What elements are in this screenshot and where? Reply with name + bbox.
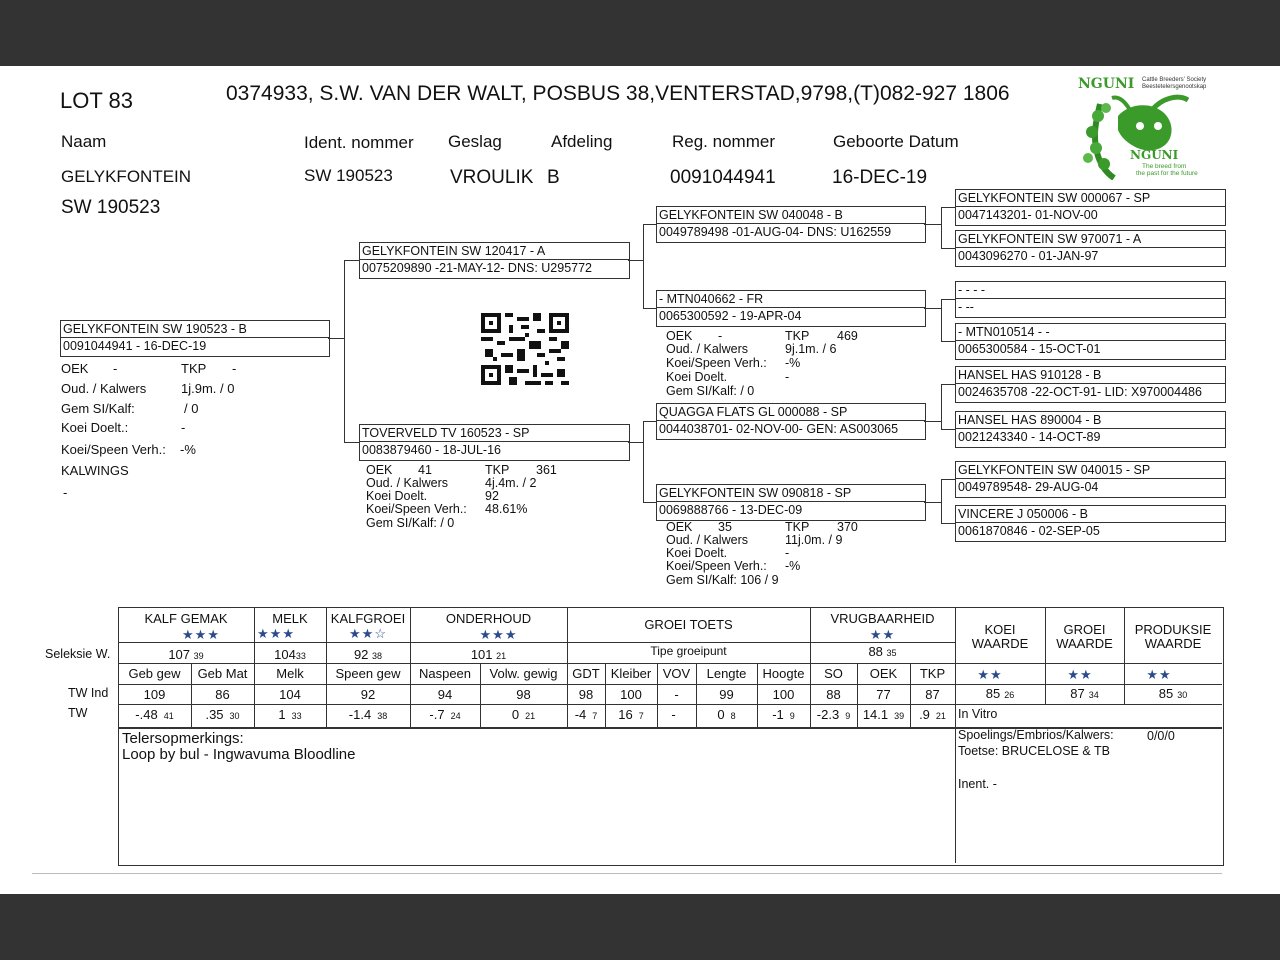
gp-sd-oud-label: Oud. / Kalwers	[666, 342, 748, 356]
ggp-2-line1: GELYKFONTEIN SW 970071 - A	[958, 232, 1142, 246]
animal-sw: SW 190523	[61, 197, 161, 218]
label-geboorte: Geboorte Datum	[833, 132, 959, 151]
gp-sd-koei-label: Koei Doelt.	[666, 370, 728, 384]
gp-dd-koei: -	[785, 546, 790, 560]
tw-cell-0	[118, 707, 191, 722]
dam-speen-label: Koei/Speen Verh.:	[366, 502, 467, 516]
tw-sub-12: 39	[894, 711, 905, 721]
gp-dd-line1: GELYKFONTEIN SW 090818 - SP	[659, 486, 852, 500]
subject-koei-label: Koei Doelt.:	[61, 420, 129, 435]
melk-val: 104	[274, 647, 296, 662]
onderhoud-value	[410, 647, 567, 662]
in-vitro: In Vitro	[958, 707, 998, 721]
gp-sd-tkp-label: TKP	[785, 329, 810, 343]
tw-sub-5: 21	[525, 711, 536, 721]
kalfgroei-stars-icon: ★★☆	[349, 626, 387, 641]
qr-code	[481, 313, 569, 385]
ggp-5-line1: HANSEL HAS 910128 - B	[958, 368, 1102, 382]
tw-sub-9: 8	[730, 711, 736, 721]
tw-sub-6: 7	[592, 711, 598, 721]
onderhoud-val: 101	[470, 647, 493, 662]
twind-value-2: 104	[279, 687, 301, 702]
logo-society2: Beestetelersgenootskap	[1142, 84, 1207, 90]
logo-tagline2: the past for the future	[1136, 170, 1198, 177]
waarde-value-0: 85	[985, 686, 1001, 701]
tw-value-1: .35	[205, 707, 224, 722]
tw-cell-10	[757, 707, 810, 722]
subject-line2: 0091044941 - 16-DEC-19	[63, 339, 207, 353]
hdr-groei-toets: GROEI TOETS	[644, 617, 733, 632]
tw-value-8: -	[671, 707, 676, 722]
ggp-7-line2: 0049789548- 29-AUG-04	[958, 480, 1099, 494]
tw-value-4: -.7	[429, 707, 445, 722]
nguni-logo	[1078, 76, 1212, 180]
tw-sub-4: 24	[450, 711, 461, 721]
subject-oek: -	[113, 361, 118, 376]
gp-sd-oek: -	[718, 329, 723, 343]
row-label-seleksie: Seleksie W.	[45, 647, 111, 661]
gp-dd-oud-label: Oud. / Kalwers	[666, 533, 748, 547]
gp-dd-oek-label: OEK	[666, 520, 693, 534]
ggp-box-6	[955, 411, 1226, 448]
gp-ss-line1: GELYKFONTEIN SW 040048 - B	[659, 208, 843, 222]
col-header-1: Geb Mat	[197, 666, 248, 681]
kalfgroei-val: 92	[353, 647, 369, 662]
logo-sub: NGUNI	[1130, 148, 1179, 162]
subject-gem-label: Gem SI/Kalf:	[61, 401, 135, 416]
footer-rule	[32, 873, 1222, 874]
animal-afdeling: B	[547, 167, 560, 188]
gp-dd-oud: 11j.0m. / 9	[785, 533, 843, 547]
remarks-label: Telersopmerkings:	[122, 730, 244, 747]
tw-cell-2	[254, 707, 326, 722]
owner-details: 0374933, S.W. VAN DER WALT, POSBUS 38,VENTERSTAD,9798,(T)082-927 1806	[226, 82, 1010, 105]
hdr-onderhoud: ONDERHOUD	[445, 611, 532, 626]
subject-tkp-label: TKP	[181, 361, 207, 376]
animal-ident: SW 190523	[304, 166, 393, 185]
label-ident: Ident. nommer	[304, 133, 414, 152]
twind-value-3: 92	[360, 687, 376, 702]
dam-box	[359, 424, 630, 461]
sire-line1: GELYKFONTEIN SW 120417 - A	[362, 244, 546, 258]
waarde-value-1: 87	[1070, 686, 1085, 701]
dam-line2: 0083879460 - 18-JUL-16	[362, 443, 501, 457]
ggp-8-line2: 0061870846 - 02-SEP-05	[958, 524, 1100, 538]
groei-waarde-stars-icon: ★★	[1067, 667, 1093, 682]
tw-sub-10: 9	[789, 711, 795, 721]
col-header-0: Geb gew	[128, 666, 181, 681]
subject-gem: / 0	[184, 401, 199, 416]
ggp-1-line1: GELYKFONTEIN SW 000067 - SP	[958, 191, 1151, 205]
ggp-box-3	[955, 281, 1226, 318]
tw-value-12: 14.1	[862, 707, 889, 722]
ggp-box-1	[955, 189, 1226, 226]
tw-cell-13	[910, 707, 955, 722]
col-header-3: Speen gew	[335, 666, 401, 681]
animal-naam: GELYKFONTEIN	[61, 167, 192, 186]
subject-oud: 1j.9m. / 0	[181, 381, 235, 396]
gp-dd-oek: 35	[718, 520, 732, 534]
subject-tkp: -	[232, 361, 237, 376]
tw-cell-5	[480, 707, 567, 722]
kalf-gemak-stars-icon: ★★★	[182, 627, 220, 642]
hdr-produksie-waarde: PRODUKSIE WAARDE	[1134, 622, 1212, 651]
tw-value-0: -.48	[135, 707, 158, 722]
gp-sd-speen-label: Koei/Speen Verh.:	[666, 356, 767, 370]
tw-cell-4	[410, 707, 480, 722]
waarde-sub-1: 34	[1088, 690, 1099, 700]
twind-value-12: 77	[876, 687, 891, 702]
vrug-sub: 35	[886, 648, 897, 658]
gp-sd-oud: 9j.1m. / 6	[785, 342, 837, 356]
subject-oud-label: Oud. / Kalwers	[61, 381, 147, 396]
logo-society: Cattle Breeders' Society	[1142, 77, 1207, 83]
dam-speen: 48.61%	[485, 502, 528, 516]
tw-value-11: -2.3	[816, 707, 840, 722]
gp-sd-gem: Gem SI/Kalf: / 0	[666, 384, 755, 398]
gp-sd-line1: - MTN040662 - FR	[659, 292, 764, 306]
label-geslag: Geslag	[448, 132, 502, 151]
twind-value-0: 109	[143, 687, 166, 702]
subject-kalwings-label: KALWINGS	[61, 463, 129, 478]
col-header-9: Lengte	[706, 666, 747, 681]
subject-kalwings: -	[63, 485, 68, 500]
twind-value-10: 100	[772, 687, 795, 702]
col-header-12: OEK	[869, 666, 898, 681]
ggp-box-4	[955, 323, 1226, 360]
ggp-3-line2: - --	[958, 300, 974, 314]
tw-sub-7: 7	[638, 711, 644, 721]
tw-value-5: 0	[511, 707, 520, 722]
animal-geslag: VROULIK	[450, 167, 534, 188]
col-header-11: SO	[824, 666, 843, 681]
ggp-3-line1: - - - -	[958, 283, 986, 297]
gp-dd-tkp-label: TKP	[785, 520, 810, 534]
dam-tkp-label: TKP	[485, 463, 510, 477]
inent: Inent. -	[958, 777, 997, 791]
waarde-value-2: 85	[1158, 686, 1174, 701]
tw-sub-0: 41	[163, 711, 174, 721]
gp-dam-sire-box	[656, 403, 926, 440]
spoelings-value: 0/0/0	[1147, 729, 1175, 743]
col-header-5: Volw. gewig	[489, 666, 558, 681]
twind-value-11: 88	[826, 687, 841, 702]
tw-value-2: 1	[278, 707, 286, 722]
remarks-text: Loop by bul - Ingwavuma Bloodline	[122, 746, 356, 763]
dam-line1: TOVERVELD TV 160523 - SP	[362, 426, 530, 440]
gp-sd-koei: -	[785, 370, 790, 384]
vrug-val: 88	[868, 644, 883, 659]
twind-value-7: 100	[620, 687, 642, 702]
row-label-tw: TW	[68, 706, 88, 720]
ggp-7-line1: GELYKFONTEIN SW 040015 - SP	[958, 463, 1151, 477]
gp-dd-speen-label: Koei/Speen Verh.:	[666, 559, 767, 573]
twind-value-13: 87	[925, 687, 940, 702]
gp-dam-dam-box	[656, 484, 926, 521]
tw-sub-2: 33	[291, 711, 302, 721]
ggp-1-line2: 0047143201- 01-NOV-00	[958, 208, 1098, 222]
gp-dd-koei-label: Koei Doelt.	[666, 546, 728, 560]
dam-oek: 41	[418, 463, 432, 477]
col-header-10: Hoogte	[762, 666, 805, 681]
kalf-gemak-value	[118, 647, 254, 662]
gp-sd-speen: -%	[785, 356, 801, 370]
tw-cell-12	[857, 707, 910, 722]
melk-value	[254, 647, 326, 662]
gp-ss-line2: 0049789498 -01-AUG-04- DNS: U162559	[659, 225, 892, 239]
ggp-6-line1: HANSEL HAS 890004 - B	[958, 413, 1102, 427]
waarde-cell-2	[1124, 686, 1222, 701]
logo-title: NGUNI	[1078, 76, 1135, 92]
produksie-waarde-stars-icon: ★★	[1146, 667, 1172, 682]
ggp-2-line2: 0043096270 - 01-JAN-97	[958, 249, 1099, 263]
col-header-4: Naspeen	[418, 666, 472, 681]
gp-dd-gem: Gem SI/Kalf: 106 / 9	[666, 573, 779, 587]
tw-cell-3	[326, 707, 410, 722]
ggp-8-line1: VINCERE J 050006 - B	[958, 507, 1088, 521]
gp-sd-tkp: 469	[837, 329, 858, 343]
waarde-cell-0	[955, 686, 1045, 701]
tw-cell-9	[696, 707, 757, 722]
sire-line2: 0075209890 -21-MAY-12- DNS: U295772	[362, 261, 593, 275]
tw-value-7: 16	[618, 707, 633, 722]
gp-dd-speen: -%	[785, 559, 801, 573]
dam-oud: 4j.4m. / 2	[485, 476, 537, 490]
dam-oud-label: Oud. / Kalwers	[366, 476, 448, 490]
dam-tkp: 361	[536, 463, 557, 477]
subject-box	[60, 320, 330, 357]
tw-cell-1	[191, 707, 254, 722]
ggp-box-7	[955, 461, 1226, 498]
label-afdeling: Afdeling	[551, 132, 613, 151]
hdr-melk: MELK	[272, 611, 308, 626]
vrug-stars-icon: ★★	[869, 627, 896, 642]
ggp-box-5	[955, 366, 1226, 403]
twind-value-5: 98	[516, 687, 531, 702]
gp-ds-line2: 0044038701- 02-NOV-00- GEN: AS003065	[659, 422, 899, 436]
tw-sub-3: 38	[377, 711, 388, 721]
melk-sub: 33	[295, 651, 306, 661]
sale-catalog-page	[0, 66, 1280, 894]
spoelings-label: Spoelings/Embrios/Kalwers:	[958, 728, 1114, 742]
tw-cell-6	[567, 707, 605, 722]
twind-value-1: 86	[215, 687, 230, 702]
ggp-4-line2: 0065300584 - 15-OCT-01	[958, 342, 1101, 356]
kalfgroei-value	[326, 647, 410, 662]
ggp-box-8	[955, 505, 1226, 542]
tw-sub-1: 30	[229, 711, 240, 721]
col-header-13: TKP	[919, 666, 946, 681]
dam-gem: Gem SI/Kalf: / 0	[366, 516, 455, 530]
tw-sub-13: 21	[935, 711, 946, 721]
toetse: Toetse: BRUCELOSE & TB	[958, 744, 1110, 758]
col-header-7: Kleiber	[610, 666, 652, 681]
col-header-8: VOV	[662, 666, 691, 681]
label-naam: Naam	[61, 132, 107, 151]
waarde-sub-0: 26	[1004, 690, 1015, 700]
tw-cell-8	[657, 707, 696, 722]
tw-value-3: -1.4	[348, 707, 372, 722]
hdr-groei-waarde: GROEI WAARDE	[1056, 622, 1113, 651]
tw-cell-11	[810, 707, 857, 722]
waarde-sub-2: 30	[1177, 690, 1188, 700]
label-reg: Reg. nommer	[672, 132, 775, 151]
col-header-6: GDT	[572, 666, 600, 681]
subject-speen: -%	[180, 442, 196, 457]
koei-waarde-stars-icon: ★★	[977, 667, 1003, 682]
onderhoud-stars-icon: ★★★	[479, 627, 518, 642]
tipe-groeipunt: Tipe groeipunt	[650, 644, 727, 658]
kalf-gemak-val: 107	[168, 647, 191, 662]
sire-box	[359, 242, 630, 279]
tw-value-10: -1	[772, 707, 784, 722]
dam-koei: 92	[485, 489, 499, 503]
vrug-value	[810, 644, 955, 659]
dam-oek-label: OEK	[366, 463, 393, 477]
gp-sire-sire-box	[656, 206, 926, 243]
gp-sd-line2: 0065300592 - 19-APR-04	[659, 309, 802, 323]
twind-value-4: 94	[437, 687, 453, 702]
tw-value-6: -4	[574, 707, 587, 722]
onderhoud-sub: 21	[496, 651, 507, 661]
twind-value-8: -	[674, 687, 679, 702]
ggp-4-line1: - MTN010514 - -	[958, 325, 1050, 339]
tw-value-9: 0	[717, 707, 725, 722]
col-header-2: Melk	[276, 666, 304, 681]
ggp-6-line2: 0021243340 - 14-OCT-89	[958, 430, 1101, 444]
twind-value-9: 99	[719, 687, 734, 702]
waarde-cell-1	[1045, 686, 1124, 701]
hdr-kalf-gemak: KALF GEMAK	[144, 611, 228, 626]
kalfgroei-sub: 38	[372, 651, 383, 661]
lot-number: LOT 83	[60, 88, 133, 113]
gp-dd-tkp: 370	[837, 520, 858, 534]
subject-koei: -	[181, 420, 186, 435]
ggp-5-line2: 0024635708 -22-OCT-91- LID: X970004486	[958, 385, 1202, 399]
tw-cell-7	[605, 707, 657, 722]
hdr-vrugbaarheid: VRUGBAARHEID	[830, 611, 935, 626]
animal-geboorte: 16-DEC-19	[832, 167, 928, 188]
melk-stars-icon: ★★★	[257, 626, 295, 641]
ggp-box-2	[955, 230, 1226, 267]
tw-value-13: .9	[919, 707, 930, 722]
logo-tagline1: The breed from	[1142, 163, 1187, 170]
hdr-koei-waarde: KOEI WAARDE	[971, 622, 1029, 651]
hdr-kalfgroei: KALFGROEI	[330, 611, 406, 626]
row-label-twind: TW Ind	[68, 686, 109, 700]
gp-ds-line1: QUAGGA FLATS GL 000088 - SP	[659, 405, 848, 419]
gp-dd-line2: 0069888766 - 13-DEC-09	[659, 503, 803, 517]
gp-sire-dam-box	[656, 290, 926, 327]
kalf-gemak-sub: 39	[193, 651, 204, 661]
subject-speen-label: Koei/Speen Verh.:	[61, 442, 166, 457]
twind-value-6: 98	[578, 687, 594, 702]
animal-reg: 0091044941	[670, 167, 776, 188]
subject-oek-label: OEK	[61, 361, 89, 376]
subject-line1: GELYKFONTEIN SW 190523 - B	[63, 322, 247, 336]
tw-sub-11: 9	[845, 711, 851, 721]
gp-sd-oek-label: OEK	[666, 329, 693, 343]
dam-koei-label: Koei Doelt.	[366, 489, 428, 503]
